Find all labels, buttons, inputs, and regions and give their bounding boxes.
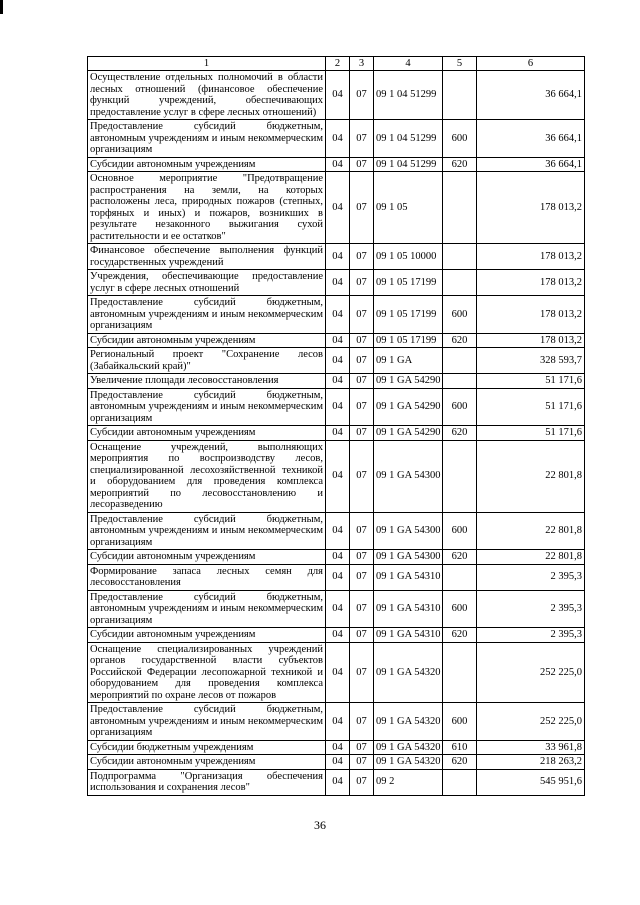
table-row [88,426,585,441]
page-number: 36 [314,818,326,832]
row-name-cell: Субсидии автономным учреждениям [88,333,326,348]
row-name-cell: Подпрограмма "Организация обеспечения использования и сохранения лесов" [88,769,326,795]
amount-cell: 33 961,8 [477,740,585,755]
amount-cell: 178 013,2 [477,270,585,296]
section-cell: 04 [326,172,350,244]
subsection-cell: 07 [350,769,374,795]
row-name-cell: Субсидии автономным учреждениям [88,550,326,565]
row-name-cell: Предоставление субсидий бюджетным, автономным учреждениям и иным некоммерческим организациям [88,590,326,628]
table-header-row [88,57,585,71]
subsection-cell: 07 [350,270,374,296]
amount-cell: 2 395,3 [477,564,585,590]
target-article-cell: 09 1 GA 54290 [374,374,443,389]
target-article-cell: 09 1 05 17199 [374,296,443,334]
expense-type-cell [443,374,477,389]
subsection-cell: 07 [350,550,374,565]
table-row [88,157,585,172]
target-article-cell: 09 1 GA 54310 [374,628,443,643]
amount-cell: 178 013,2 [477,296,585,334]
row-name-cell: Увеличение площади лесовосстановления [88,374,326,389]
subsection-cell: 07 [350,628,374,643]
section-cell: 04 [326,270,350,296]
subsection-cell: 07 [350,388,374,426]
section-cell: 04 [326,628,350,643]
section-cell: 04 [326,120,350,158]
expense-type-cell: 620 [443,333,477,348]
expense-type-cell: 600 [443,590,477,628]
section-cell: 04 [326,333,350,348]
subsection-cell: 07 [350,642,374,703]
target-article-cell: 09 1 GA 54320 [374,740,443,755]
section-cell: 04 [326,348,350,374]
expense-type-cell [443,769,477,795]
section-cell: 04 [326,550,350,565]
amount-cell: 328 593,7 [477,348,585,374]
header-col-5: 5 [443,57,477,71]
header-col-4: 4 [374,57,443,71]
section-cell: 04 [326,426,350,441]
section-cell: 04 [326,740,350,755]
row-name-cell: Оснащение учреждений, выполняющих мероприятия по воспроизводству лесов, специализированной лесохозяйственной техникой и оборудованием для проведения комплекса мероприятий по лесовосстановлению и лесоразведению [88,440,326,512]
subsection-cell: 07 [350,244,374,270]
target-article-cell: 09 2 [374,769,443,795]
expense-type-cell: 610 [443,740,477,755]
header-col-6: 6 [477,57,585,71]
row-name-cell: Субсидии автономным учреждениям [88,628,326,643]
row-name-cell: Предоставление субсидий бюджетным, автономным учреждениям и иным некоммерческим организациям [88,388,326,426]
section-cell: 04 [326,590,350,628]
table-row [88,769,585,795]
section-cell: 04 [326,244,350,270]
amount-cell: 51 171,6 [477,426,585,441]
target-article-cell: 09 1 GA [374,348,443,374]
table-row [88,296,585,334]
target-article-cell: 09 1 GA 54290 [374,388,443,426]
subsection-cell: 07 [350,703,374,741]
target-article-cell: 09 1 GA 54300 [374,550,443,565]
amount-cell: 36 664,1 [477,120,585,158]
table-row [88,120,585,158]
amount-cell: 178 013,2 [477,244,585,270]
row-name-cell: Региональный проект "Сохранение лесов (Забайкальский край)" [88,348,326,374]
row-name-cell: Финансовое обеспечение выполнения функций государственных учреждений [88,244,326,270]
subsection-cell: 07 [350,564,374,590]
table-row [88,333,585,348]
table-row [88,740,585,755]
table-row [88,374,585,389]
row-name-cell: Субсидии автономным учреждениям [88,157,326,172]
row-name-cell: Субсидии бюджетным учреждениям [88,740,326,755]
table-row [88,703,585,741]
row-name-cell: Учреждения, обеспечивающие предоставление услуг в сфере лесных отношений [88,270,326,296]
expense-type-cell: 620 [443,426,477,441]
subsection-cell: 07 [350,120,374,158]
target-article-cell: 09 1 04 51299 [374,71,443,120]
subsection-cell: 07 [350,512,374,550]
target-article-cell: 09 1 GA 54310 [374,564,443,590]
table-row [88,244,585,270]
section-cell: 04 [326,374,350,389]
target-article-cell: 09 1 04 51299 [374,120,443,158]
amount-cell: 51 171,6 [477,374,585,389]
target-article-cell: 09 1 05 10000 [374,244,443,270]
table-body [88,71,585,796]
row-name-cell: Предоставление субсидий бюджетным, автономным учреждениям и иным некоммерческим организациям [88,120,326,158]
amount-cell: 545 951,6 [477,769,585,795]
subsection-cell: 07 [350,374,374,389]
expense-type-cell: 620 [443,755,477,770]
row-name-cell: Основное мероприятие "Предотвращение распространения на земли, на которых расположены леса, природных пожаров (степных, торфяных и иных) и пожаров, возникших в результате незаконного выжигания сухой растительности и ее остатков" [88,172,326,244]
table-row [88,388,585,426]
row-name-cell: Формирование запаса лесных семян для лесовосстановления [88,564,326,590]
target-article-cell: 09 1 GA 54310 [374,590,443,628]
amount-cell: 36 664,1 [477,157,585,172]
expense-type-cell: 600 [443,703,477,741]
target-article-cell: 09 1 GA 54320 [374,642,443,703]
amount-cell: 252 225,0 [477,703,585,741]
amount-cell: 22 801,8 [477,440,585,512]
section-cell: 04 [326,71,350,120]
subsection-cell: 07 [350,333,374,348]
target-article-cell: 09 1 GA 54300 [374,512,443,550]
target-article-cell: 09 1 GA 54290 [374,426,443,441]
section-cell: 04 [326,564,350,590]
expense-type-cell: 620 [443,157,477,172]
section-cell: 04 [326,512,350,550]
subsection-cell: 07 [350,755,374,770]
subsection-cell: 07 [350,296,374,334]
section-cell: 04 [326,440,350,512]
table-row [88,550,585,565]
subsection-cell: 07 [350,440,374,512]
table-row [88,172,585,244]
table-row [88,440,585,512]
amount-cell: 218 263,2 [477,755,585,770]
expense-type-cell [443,71,477,120]
budget-table [87,56,585,796]
row-name-cell: Предоставление субсидий бюджетным, автономным учреждениям и иным некоммерческим организациям [88,703,326,741]
scan-corner-mark [0,0,3,14]
section-cell: 04 [326,157,350,172]
table-row [88,755,585,770]
expense-type-cell: 620 [443,550,477,565]
amount-cell: 2 395,3 [477,628,585,643]
target-article-cell: 09 1 04 51299 [374,157,443,172]
target-article-cell: 09 1 05 17199 [374,270,443,296]
section-cell: 04 [326,703,350,741]
row-name-cell: Предоставление субсидий бюджетным, автономным учреждениям и иным некоммерческим организациям [88,512,326,550]
expense-type-cell [443,642,477,703]
expense-type-cell: 600 [443,296,477,334]
table-row [88,270,585,296]
expense-type-cell: 600 [443,120,477,158]
subsection-cell: 07 [350,71,374,120]
target-article-cell: 09 1 05 17199 [374,333,443,348]
expense-type-cell [443,172,477,244]
subsection-cell: 07 [350,348,374,374]
row-name-cell: Субсидии автономным учреждениям [88,426,326,441]
target-article-cell: 09 1 GA 54300 [374,440,443,512]
section-cell: 04 [326,296,350,334]
table-row [88,642,585,703]
table-row [88,564,585,590]
target-article-cell: 09 1 GA 54320 [374,755,443,770]
section-cell: 04 [326,642,350,703]
table-row [88,590,585,628]
section-cell: 04 [326,388,350,426]
amount-cell: 22 801,8 [477,550,585,565]
target-article-cell: 09 1 05 [374,172,443,244]
expense-type-cell [443,244,477,270]
amount-cell: 252 225,0 [477,642,585,703]
expense-type-cell [443,440,477,512]
table-row [88,71,585,120]
expense-type-cell: 600 [443,512,477,550]
table-row [88,628,585,643]
table-row [88,348,585,374]
expense-type-cell: 620 [443,628,477,643]
section-cell: 04 [326,769,350,795]
amount-cell: 178 013,2 [477,172,585,244]
row-name-cell: Субсидии автономным учреждениям [88,755,326,770]
subsection-cell: 07 [350,157,374,172]
subsection-cell: 07 [350,426,374,441]
subsection-cell: 07 [350,172,374,244]
expense-type-cell [443,348,477,374]
amount-cell: 51 171,6 [477,388,585,426]
table-row [88,512,585,550]
amount-cell: 36 664,1 [477,71,585,120]
header-col-1: 1 [88,57,326,71]
row-name-cell: Предоставление субсидий бюджетным, автономным учреждениям и иным некоммерческим организациям [88,296,326,334]
expense-type-cell [443,270,477,296]
section-cell: 04 [326,755,350,770]
subsection-cell: 07 [350,740,374,755]
amount-cell: 178 013,2 [477,333,585,348]
subsection-cell: 07 [350,590,374,628]
amount-cell: 2 395,3 [477,590,585,628]
expense-type-cell [443,564,477,590]
expense-type-cell: 600 [443,388,477,426]
amount-cell: 22 801,8 [477,512,585,550]
row-name-cell: Осуществление отдельных полномочий в области лесных отношений (финансовое обеспечение функций учреждений, обеспечивающих предоставление услуг в сфере лесных отношений) [88,71,326,120]
target-article-cell: 09 1 GA 54320 [374,703,443,741]
header-col-3: 3 [350,57,374,71]
row-name-cell: Оснащение специализированных учреждений органов государственной власти субъектов Российской Федерации лесопожарной техникой и оборудованием для проведения комплекса мероприятий по охране лесов от пожаров [88,642,326,703]
header-col-2: 2 [326,57,350,71]
